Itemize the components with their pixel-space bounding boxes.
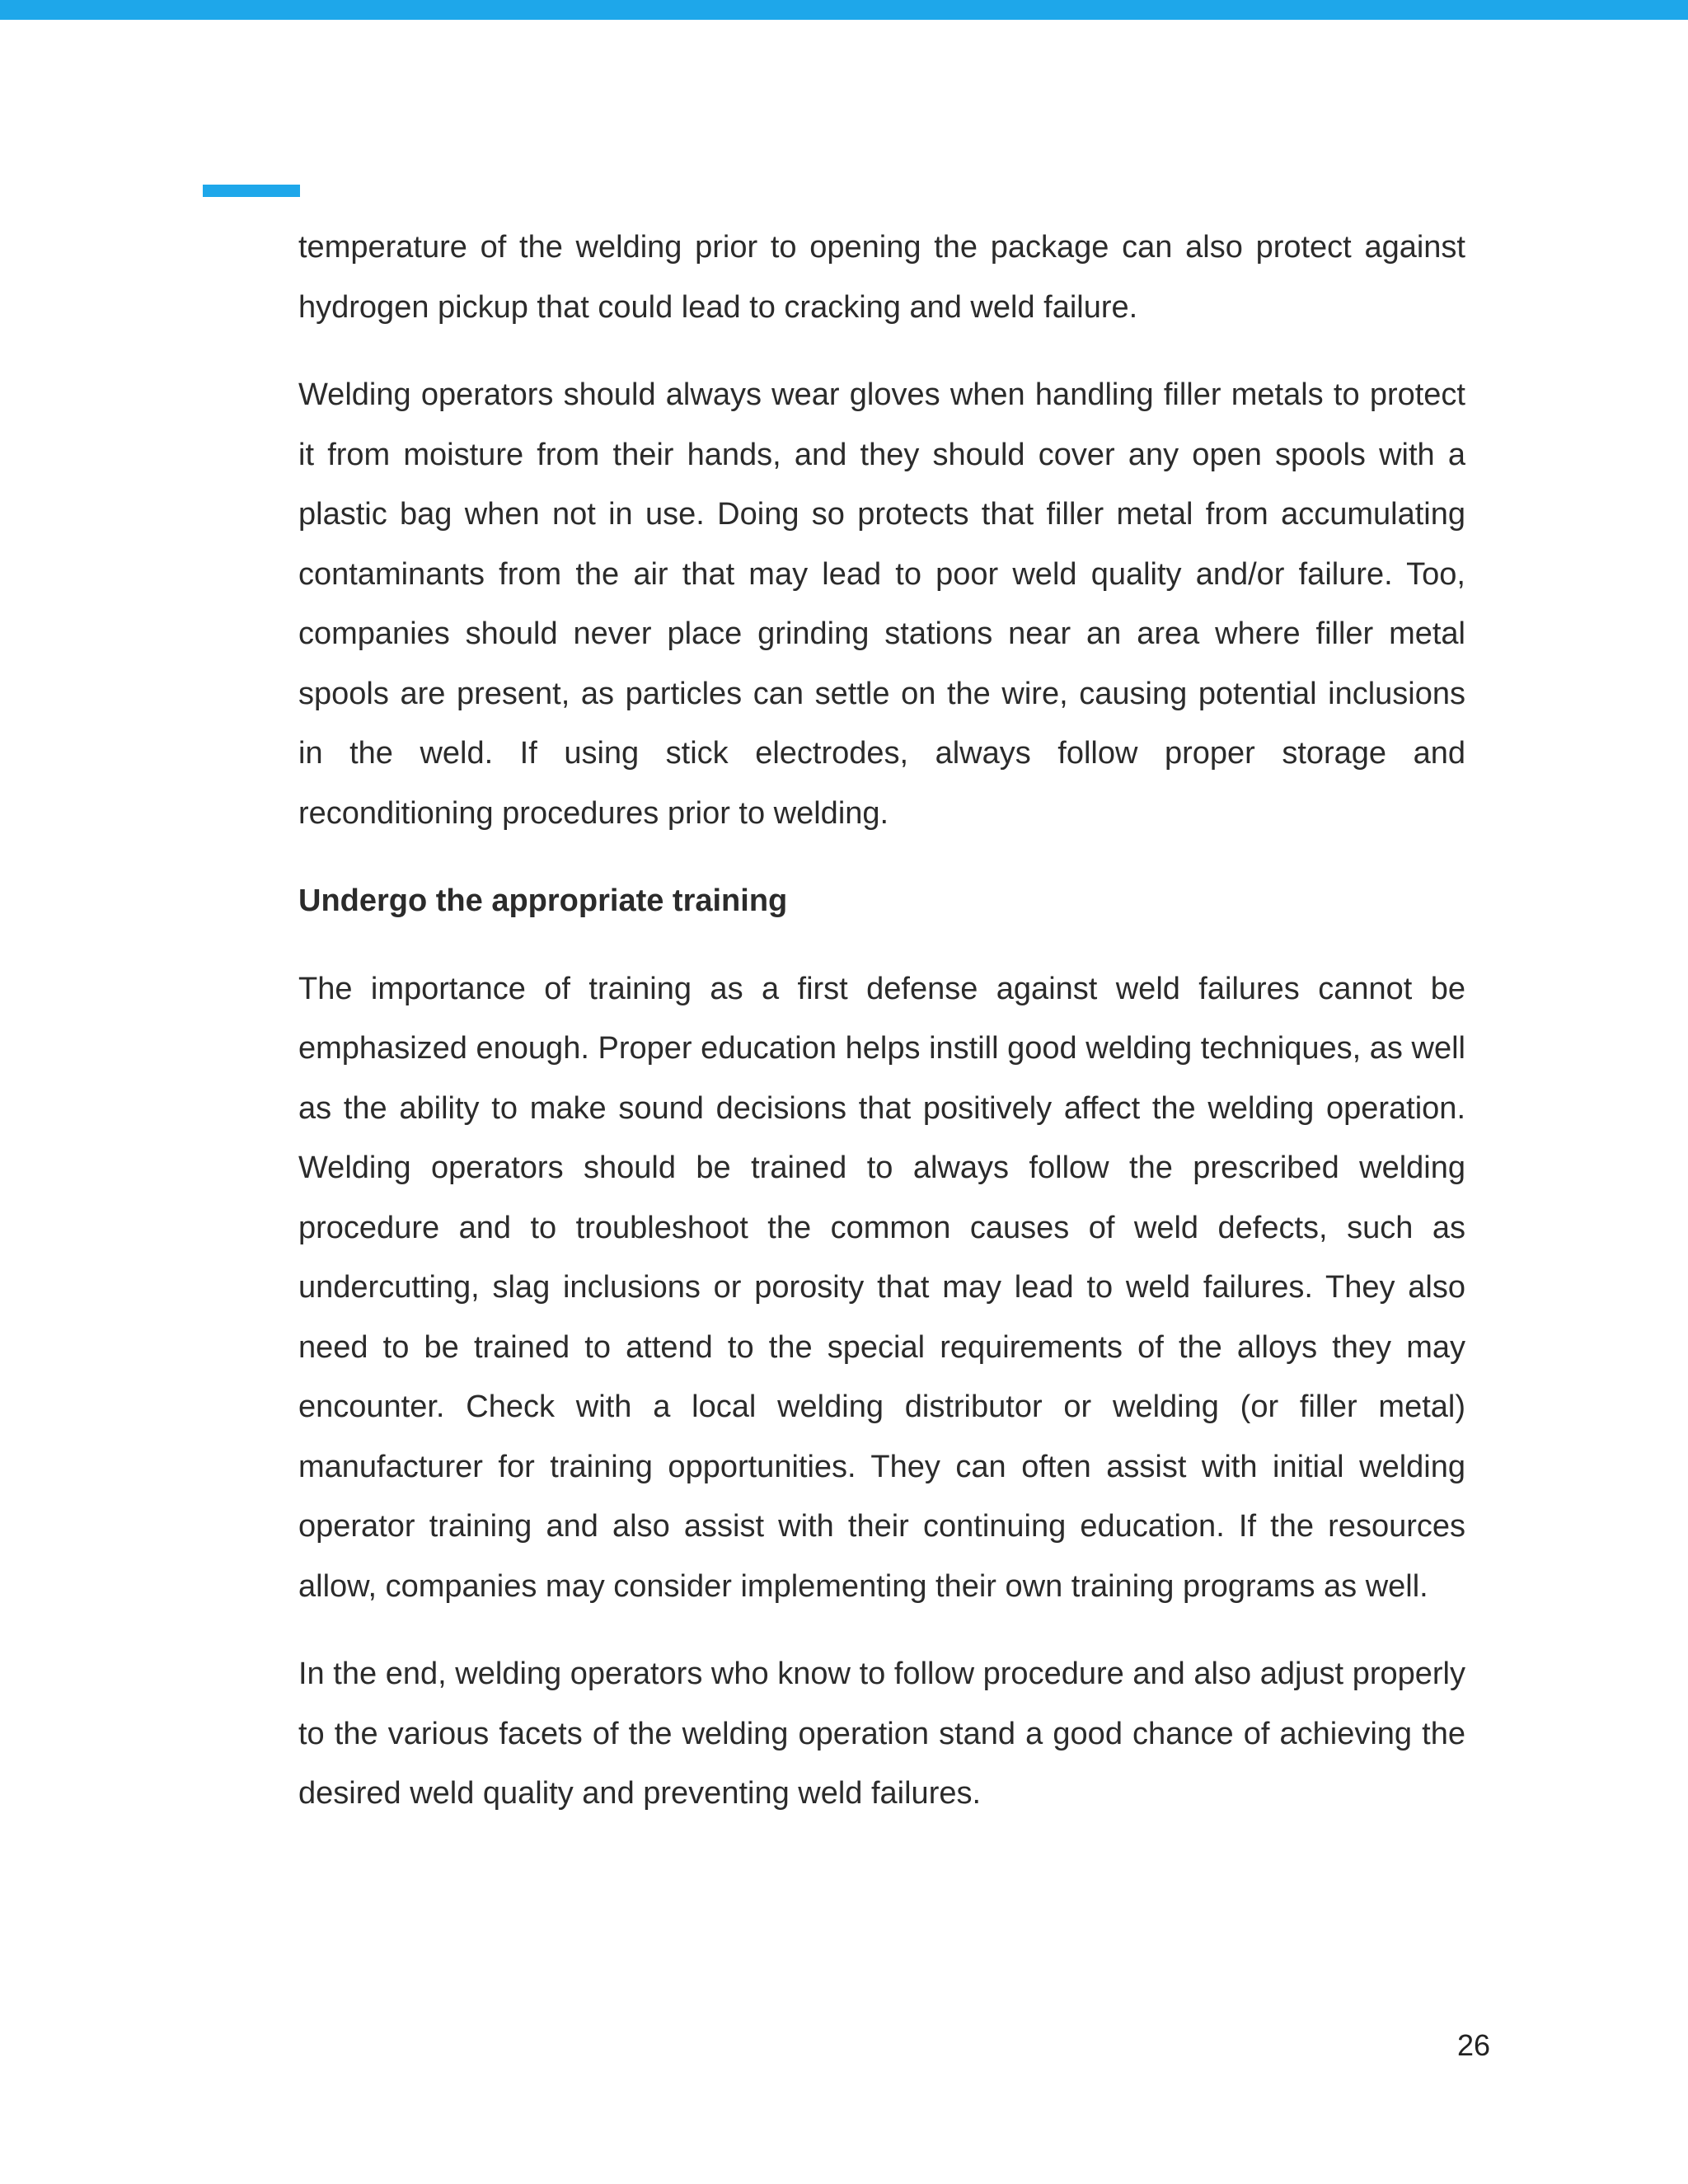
accent-dash [203, 185, 300, 197]
page-number: 26 [1456, 2028, 1490, 2062]
top-accent-bar [0, 0, 1688, 20]
paragraph-training: The importance of training as a first defense against weld failures cannot be emphasized enough. Proper education helps instill good welding techniques, as well as the ability to make sound decisions that positively affect the welding operation. Welding operators should be trained to always follow the prescribed welding procedure and to troubleshoot the common causes of weld defects, such as undercutting, slag inclusions or porosity that may lead to weld failures. They also need to be trained to attend to the special requirements of the alloys they may encounter. Check with a local welding distributor or welding (or filler metal) manufacturer for training opportunities. They can often assist with initial welding operator training and also assist with their continuing education. If the resources allow, companies may consider implementing their own training programs as well. [298, 971, 1465, 1604]
paragraph-filler-metal-handling: Welding operators should always wear gloves when handling filler metals to protect it from moisture from their hands, and they should cover any open spools with a plastic bag when not in use. Doing so protects that filler metal from accumulating contaminants from the air that may lead to poor weld quality and/or failure. Too, companies should never place grinding stations near an area where filler metal spools are present, as particles can settle on the wire, causing potential inclusions in the weld. If using stick electrodes, always follow proper storage and reconditioning procedures prior to welding. [298, 377, 1465, 831]
section-heading: Undergo the appropriate training [298, 883, 788, 918]
paragraph-conclusion: In the end, welding operators who know to follow procedure and also adjust properly to the various facets of the welding operation stand a good chance of achieving the desired weld quality and preventing weld failures. [298, 1657, 1465, 1811]
page-body [298, 218, 1465, 1852]
paragraph-continued: temperature of the welding prior to opening the package can also protect against hydrogen pickup that could lead to cracking and weld failure. [298, 230, 1465, 325]
